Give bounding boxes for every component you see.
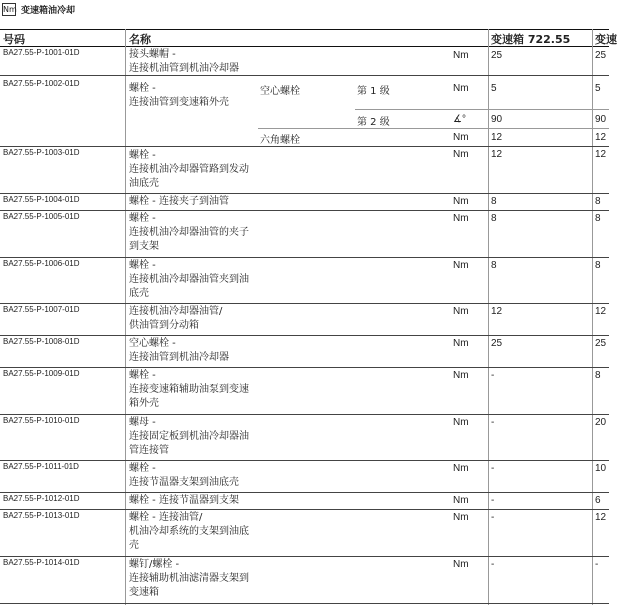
row-code: BA27.55-P-1011-01D xyxy=(3,462,79,471)
row-name: 螺栓 - 连接节温器到支架 xyxy=(129,495,239,506)
row-unit: Nm xyxy=(453,83,469,94)
table-row xyxy=(0,493,609,510)
row-name: 螺栓 - 连接机油冷却器油管的夹子 到支架 xyxy=(129,213,249,252)
row-code: BA27.55-P-1003-01D xyxy=(3,148,80,157)
row-code: BA27.55-P-1001-01D xyxy=(3,48,80,57)
row-unit: Nm xyxy=(453,196,469,207)
row-name: 螺栓 - 连接变速箱辅助油泵到变速 箱外壳 xyxy=(129,370,249,409)
row-value-722-55: - xyxy=(491,463,495,474)
column-header-gearbox-2: 变速 xyxy=(595,33,617,46)
row-code: BA27.55-P-1012-01D xyxy=(3,494,80,503)
row-code: BA27.55-P-1013-01D xyxy=(3,511,80,520)
section-title: 变速箱油冷却 xyxy=(21,5,76,16)
row-value-2: 25 xyxy=(595,50,607,61)
torque-nm-icon: Nm xyxy=(3,4,17,14)
table-row xyxy=(0,336,609,368)
row-unit: Nm xyxy=(453,50,469,61)
row-code: BA27.55-P-1005-01D xyxy=(3,212,80,221)
row-value-722-55: 12 xyxy=(491,306,503,317)
row-value-722-55: - xyxy=(491,512,495,523)
row-unit: Nm xyxy=(453,559,469,570)
row-code: BA27.55-P-1004-01D xyxy=(3,195,80,204)
row-code: BA27.55-P-1008-01D xyxy=(3,337,80,346)
row-value-2: 90 xyxy=(595,114,607,125)
row-code: BA27.55-P-1014-01D xyxy=(3,558,80,567)
sub-stage: 第 2 级 xyxy=(357,117,390,128)
row-unit: Nm xyxy=(453,463,469,474)
row-unit: Nm xyxy=(453,495,469,506)
row-name: 螺栓 - 连接夹子到油管 xyxy=(129,196,229,207)
row-name: 接头螺帽 - 连接机油管到机油冷却器 xyxy=(129,49,239,74)
row-value-2: 6 xyxy=(595,495,601,506)
table-header xyxy=(0,29,617,47)
row-value-722-55: - xyxy=(491,495,495,506)
table-row xyxy=(0,211,609,258)
row-unit: Nm xyxy=(453,132,469,143)
table-row xyxy=(0,368,609,415)
row-value-2: 12 xyxy=(595,512,607,523)
sub-stage: 第 1 级 xyxy=(357,86,390,97)
table-row xyxy=(0,147,609,194)
row-code: BA27.55-P-1010-01D xyxy=(3,416,80,425)
row-unit: ∡° xyxy=(453,114,466,125)
row-unit: Nm xyxy=(453,370,469,381)
row-value-722-55: 8 xyxy=(491,260,497,271)
row-value-2: 8 xyxy=(595,260,601,271)
column-header-gearbox-722-55: 变速箱 722.55 xyxy=(491,33,571,46)
row-name: 螺钉/螺栓 - 连接辅助机油滤清器支架到 变速箱 xyxy=(129,559,249,598)
row-code: BA27.55-P-1006-01D xyxy=(3,259,80,268)
row-name: 螺栓 - 连接油管/ 机油冷却系统的支架到油底 壳 xyxy=(129,512,249,551)
row-unit: Nm xyxy=(453,417,469,428)
section-header xyxy=(2,1,75,17)
row-value-2: 12 xyxy=(595,306,607,317)
table-row xyxy=(0,415,609,461)
table-row xyxy=(0,194,609,211)
row-value-2: 20 xyxy=(595,417,607,428)
row-value-2: 8 xyxy=(595,370,601,381)
row-value-722-55: 25 xyxy=(491,50,503,61)
row-value-722-55: 8 xyxy=(491,196,497,207)
torque-table xyxy=(0,29,617,47)
row-value-2: - xyxy=(595,559,599,570)
row-value-2: 12 xyxy=(595,132,607,143)
column-header-code: 号码 xyxy=(3,33,25,46)
row-code: BA27.55-P-1007-01D xyxy=(3,305,80,314)
row-name: 螺栓 - 连接节温器支架到油底壳 xyxy=(129,463,239,488)
sub-divider xyxy=(355,109,609,110)
row-unit: Nm xyxy=(453,512,469,523)
row-unit: Nm xyxy=(453,260,469,271)
table-row xyxy=(0,461,609,493)
row-value-722-55: 8 xyxy=(491,213,497,224)
row-value-722-55: - xyxy=(491,370,495,381)
row-value-2: 10 xyxy=(595,463,607,474)
row-value-722-55: 12 xyxy=(491,132,503,143)
row-unit: Nm xyxy=(453,213,469,224)
row-unit: Nm xyxy=(453,338,469,349)
row-code: BA27.55-P-1009-01D xyxy=(3,369,80,378)
row-value-722-55: - xyxy=(491,417,495,428)
row-name: 螺栓 - 连接机油冷却器管路到发动 油底壳 xyxy=(129,150,249,189)
table-row xyxy=(0,510,609,557)
row-value-722-55: - xyxy=(491,559,495,570)
column-header-name: 名称 xyxy=(129,33,151,46)
row-value-2: 8 xyxy=(595,213,601,224)
row-name: 螺母 - 连接固定板到机油冷却器油 管连接管 xyxy=(129,417,249,456)
table-row xyxy=(0,76,609,147)
row-value-2: 12 xyxy=(595,149,607,160)
table-row xyxy=(0,304,609,336)
row-name: 连接机油冷却器油管/ 供油管到分动箱 xyxy=(129,306,223,331)
row-value-2: 25 xyxy=(595,338,607,349)
sub-divider xyxy=(258,128,609,129)
table-row xyxy=(0,557,609,604)
sub-part: 空心螺栓 xyxy=(260,86,300,97)
row-value-2: 8 xyxy=(595,196,601,207)
table-row xyxy=(0,47,609,76)
row-name: 螺栓 - 连接油管到变速箱外壳 xyxy=(129,83,229,108)
row-value-722-55: 5 xyxy=(491,83,497,94)
row-unit: Nm xyxy=(453,306,469,317)
row-value-722-55: 12 xyxy=(491,149,503,160)
row-unit: Nm xyxy=(453,149,469,160)
row-value-722-55: 25 xyxy=(491,338,503,349)
row-value-722-55: 90 xyxy=(491,114,503,125)
row-name: 空心螺栓 - 连接油管到机油冷却器 xyxy=(129,338,229,363)
table-row xyxy=(0,258,609,304)
row-value-2: 5 xyxy=(595,83,601,94)
row-name: 螺栓 - 连接机油冷却器油管夹到油 底壳 xyxy=(129,260,249,299)
row-code: BA27.55-P-1002-01D xyxy=(3,79,80,88)
sub-part: 六角螺栓 xyxy=(260,135,300,146)
